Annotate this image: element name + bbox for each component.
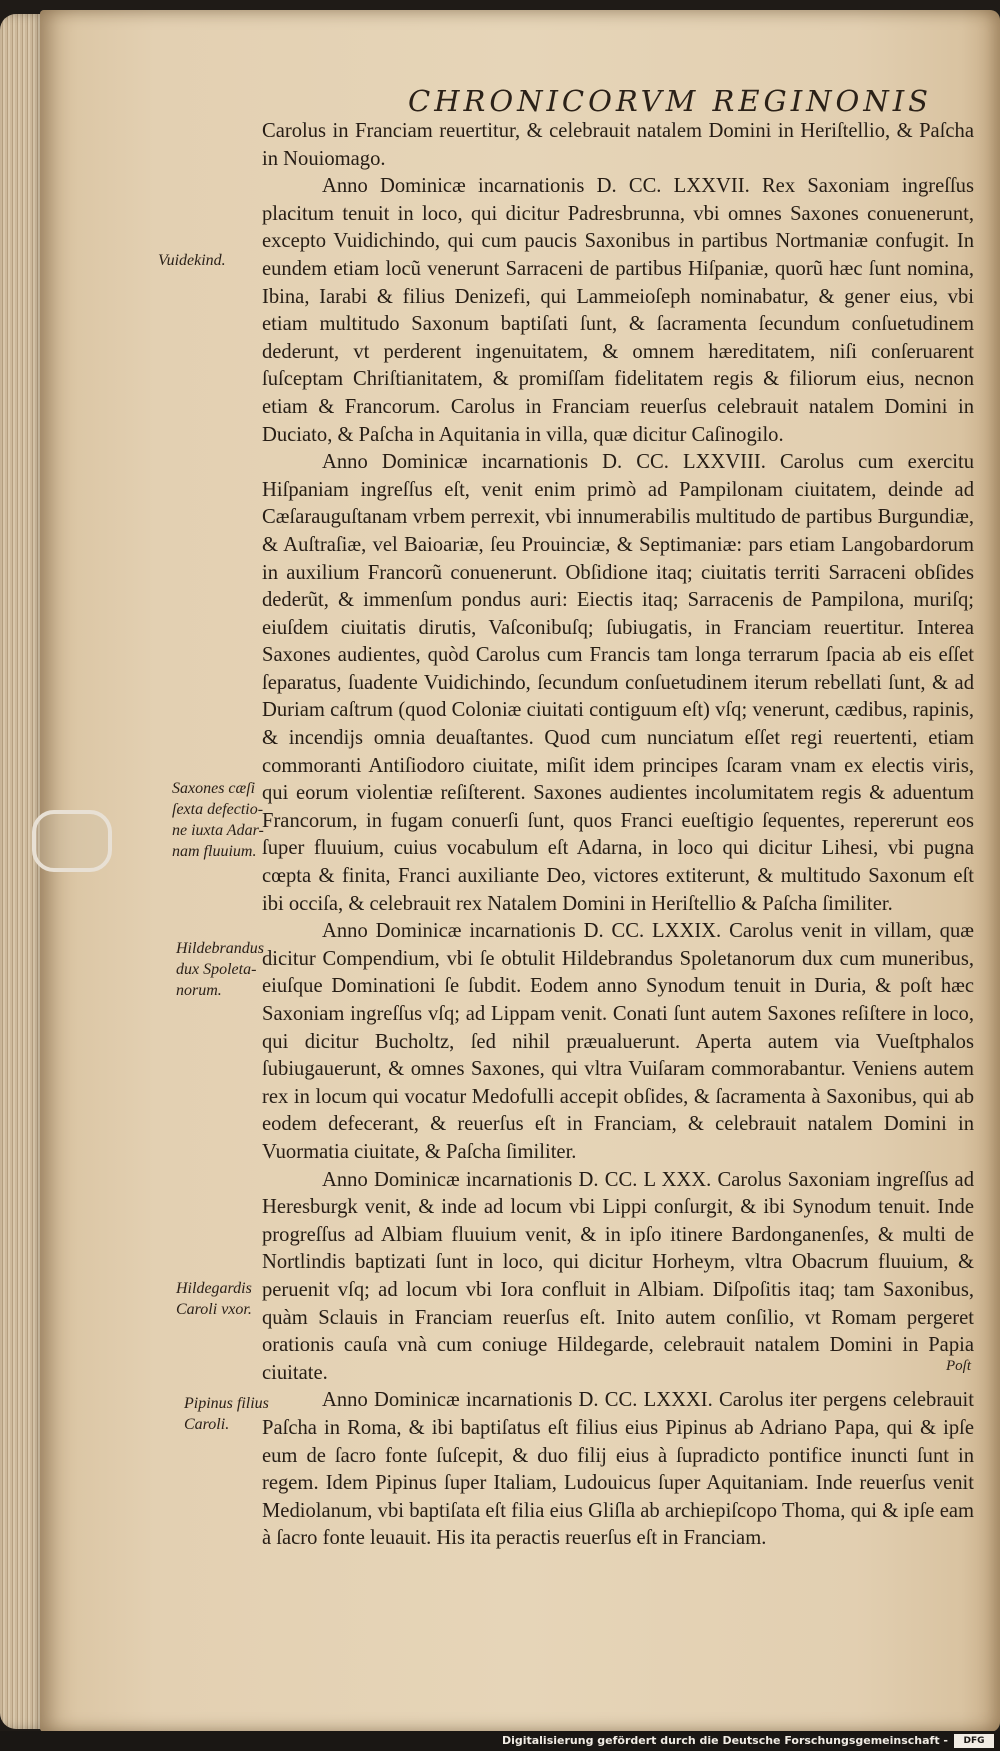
- paragraph-5: Anno Dominicæ incarnationis D. CC. L XXX. Carolus Saxoniam ingreſſus ad Heresburgk venit, & inde ad locum vbi Lippi conſurgit, & ibi Synodum tenuit. Inde progreſſus ad Albiam fluuium venit, & in ipſo itinere Bardonganenſes, & multi de Nortlindis baptizati ſunt in loco, qui dicitur Horheym, vltra Obacrum fluuium, & peruenit vſq; ad locum vbi Iora confluit in Albiam. Diſpoſitis itaq; tam Saxonibus, quàm Sclauis in Franciam reuerſus eſt. Inito autem conſilio, vt Romam pergeret orationis cauſa vnà cum coniuge Hildegarde, celebrauit natalem Domini in Papia ciuitate.: [262, 1168, 974, 1384]
- paragraph-2: Anno Dominicæ incarnationis D. CC. LXXVII. Rex Saxoniam ingreſſus placitum tenuit in loco, qui dicitur Padresbrunna, vbi omnes Saxones conuenerunt, excepto Vuidichindo, qui cum paucis Saxonibus in partibus Nortmaniæ confugit. In eundem etiam locũ venerunt Sarraceni de partibus Hiſpaniæ, quorũ hæc ſunt nomina, Ibina, Iarabi & filius Denizefi, qui Lammeioſeph nominabatur, & gener eius, vbi etiam multitudo Saxonum baptiſati ſunt, & ſacramenta ſecundum conſuetudinem dederunt, vt perderent ingenuitatem, & omnem hæreditatem, niſi conſeruarent ſuſceptam Chriſtianitatem, & promiſſam fidelitatem regis & filiorum eius, necnon etiam & Francorum. Carolus in Franciam reuerſus celebrauit natalem Domini in Duciato, & Paſcha in Aquitania in villa, quæ dicitur Caſinogilo.: [262, 175, 974, 446]
- margin-note-pipinus: Pipinus filius Caroli.: [184, 1395, 269, 1433]
- paragraph-6: Anno Dominicæ incarnationis D. CC. LXXXI. Carolus iter pergens celebrauit Paſcha in Roma, & ibi baptiſatus eſt filius eius Pipinus ab Adriano Papa, qui & ipſe eum de ſacro fonte ſuſcepit, & duo filij eius à ſupradicto pontifice inuncti ſunt in regem. Idem Pipinus ſuper Italiam, Ludouicus ſuper Aquitaniam. Inde reuerſus venit Mediolanum, vbi baptiſata eſt filia eius Gliſla ab archiepiſcopo Thoma, qui & ipſe eam à ſacro fonte leuauit. His ita peractis reuerſus eſt in Franciam.: [262, 1389, 974, 1550]
- dfg-logo: DFG: [954, 1734, 994, 1748]
- margin-note-vuidekind: Vuidekind.: [158, 252, 226, 269]
- margin-note-saxones: Saxones cæſi ſexta defectio- ne iuxta Adar- nam fluuium.: [172, 780, 264, 860]
- running-head: CHRONICORVM REGINONIS: [408, 84, 933, 118]
- footer-credit: Digitalisierung gefördert durch die Deutsche Forschungsgemeinschaft -: [501, 1734, 948, 1747]
- catchword: Poſt: [946, 1358, 971, 1374]
- main-text-block: [262, 118, 974, 1553]
- margin-note-hildegardis: Hildegardis Caroli vxor.: [176, 1280, 252, 1318]
- bookmark-tab: [32, 810, 112, 872]
- margin-note-hildebrandus: Hildebrandus dux Spoleta- norum.: [176, 940, 264, 999]
- paragraph-4: Anno Dominicæ incarnationis D. CC. LXXIX. Carolus venit in villam, quæ dicitur Compendium, vbi ſe obtulit Hildebrandus Spoletanorum dux cum muneribus, eiuſque Dominationi ſe ſubdit. Eodem anno Synodum tenuit in Duria, & poſt hæc Saxoniam ingreſſus vſq; ad Lippam venit. Conati ſunt autem Saxones reſiſtere in loco, qui dicitur Bucholtz, ſed nihil præualuerunt. Aperta autem via Vueſtphalos ſubiugauerunt, & omnes Saxones, qui vltra Vuiſaram commorabantur. Veniens autem rex in locum qui vocatur Medofulli accepit obſides, & ſacramenta à Saxonibus, qui ab eodem defecerant, & reuerſus eſt in Franciam, & celebrauit natalem Domini in Vuormatia ciuitate, & Paſcha ſimiliter.: [262, 920, 974, 1163]
- paragraph-3: Anno Dominicæ incarnationis D. CC. LXXVIII. Carolus cum exercitu Hiſpaniam ingreſſus eſt, venit enim primò ad Pampilonam ciuitatem, deinde ad Cæſarauguſtanam vrbem perrexit, vbi innumerabilis multitudo de partibus Burgundiæ, & Auſtraſiæ, vel Baioariæ, ſeu Prouinciæ, & Septimaniæ: pars etiam Langobardorum in auxilium Francorũ conuenerunt. Obſidione itaq; ciuitatis territi Sarraceni obſides dederũt, & immenſum pondus auri: Eiectis itaq; Sarracenis de Pampilona, muriſq; eiuſdem ciuitatis dirutis, Vaſconibuſq; ſubiugatis, in Franciam reuertitur. Interea Saxones audientes, quòd Carolus cum Francis tam longa terrarum ſpacia ab eis eſſet ſeparatus, ſuadente Vuidichindo, ſecundum conſuetudinem iterum rebellati ſunt, & ad Duriam caſtrum (quod Coloniæ ciuitati contiguum eſt) vſq; venerunt, cædibus, rapinis, & incendijs omnia deuaſtantes. Quod cum nunciatum eſſet regi reuertenti, etiam commoranti Antiſiodoro ciuitate, miſit idem principes ſcaram vnam ex electis viris, qui eorum violentiæ reſiſterent. Saxones audientes incolumitatem regis & aduentum Francorum, in fugam conuerſi ſunt, quos Franci eueſtigio ſequentes, repererunt eos ſuper fluuium, cuius vocabulum eſt Adarna, in loco qui dicitur Lihesi, vbi pugna cœpta & finita, Franci auxiliante Deo, victores extiterunt, & multitudo Saxonum eſt ibi occiſa, & celebrauit rex Natalem Domini in Heriſtellio & Paſcha ſimiliter.: [262, 451, 974, 915]
- paragraph-1: Carolus in Franciam reuertitur, & celebrauit natalem Domini in Heriſtellio, & Paſcha in Nouiomago.: [262, 120, 974, 170]
